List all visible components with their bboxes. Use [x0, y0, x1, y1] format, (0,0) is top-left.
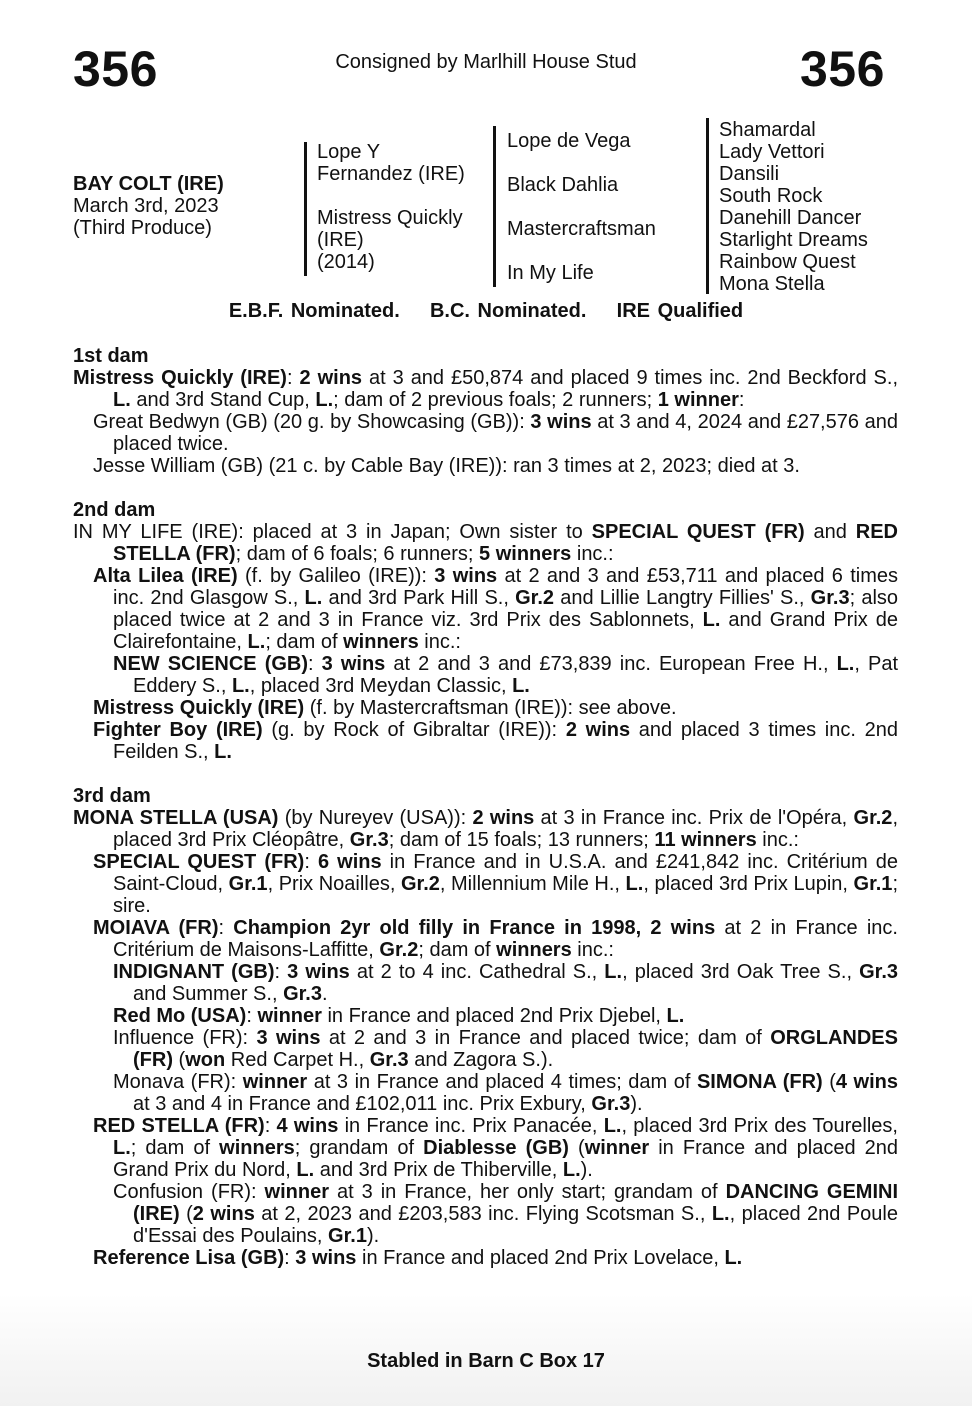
consignor: Consigned by Marlhill House Stud	[335, 51, 637, 73]
produce-indignant: INDIGNANT (GB): 3 wins at 2 to 4 inc. Cathedral S., L., placed 3rd Oak Tree S., Gr.3 and Summer S., Gr.3.	[113, 961, 898, 1005]
produce-confusion: Confusion (FR): winner at 3 in France, her only start; grandam of DANCING GEMINI (IRE) (2 wins at 2, 2023 and £203,583 inc. Flying Scotsman S., L., placed 2nd Poule d'Essai des Poulains, Gr.1).	[113, 1181, 898, 1247]
pedigree-sire-sire: Lope de Vega	[507, 130, 631, 152]
produce-monava: Monava (FR): winner at 3 in France and placed 4 times; dam of SIMONA (FR) (4 wins at 3 and 4 in France and £102,011 inc. Prix Exbury, Gr.3).	[113, 1071, 899, 1115]
horse-produce: (Third Produce)	[73, 217, 212, 239]
horse-name: BAY COLT (IRE)	[73, 173, 224, 195]
pedigree-dam: Mistress Quickly (IRE) (2014)	[317, 207, 463, 273]
horse-info	[73, 173, 224, 239]
ebf-nomination: E.B.F. Nominated.	[228, 300, 400, 322]
stabling-info: Stabled in Barn C Box 17	[367, 1350, 605, 1372]
first-dam-record: Mistress Quickly (IRE): 2 wins at 3 and £50,874 and placed 9 times inc. 2nd Beckford S., L. and 3rd Stand Cup, L.; dam of 2 previous foals; 2 runners; 1 winner:	[73, 367, 898, 411]
produce-new-science: NEW SCIENCE (GB): 3 wins at 2 and 3 and £73,839 inc. European Free H., L., Pat Eddery S., L., placed 3rd Meydan Classic, L.	[113, 653, 899, 697]
pedigree-divider-1	[304, 142, 307, 276]
second-dam-heading: 2nd dam	[73, 499, 156, 521]
first-dam-heading: 1st dam	[73, 345, 149, 367]
pedigree-divider-3	[706, 118, 709, 294]
pedigree-dam-dam: In My Life	[507, 262, 594, 284]
pedigree-great-grandparents: Shamardal Lady Vettori Dansili South Rock Danehill Dancer Starlight Dreams Rainbow Quest Mona Stella	[719, 119, 868, 295]
foal-great-bedwyn: Great Bedwyn (GB) (20 g. by Showcasing (GB)): 3 wins at 3 and 4, 2024 and £27,576 and placed twice.	[93, 411, 898, 455]
foal-jesse-william: Jesse William (GB) (21 c. by Cable Bay (IRE)): ran 3 times at 2, 2023; died at 3.	[93, 455, 800, 477]
pedigree-divider-2	[493, 126, 496, 287]
produce-record	[73, 345, 898, 1269]
lot-number-right: 356	[800, 41, 885, 97]
second-dam-record: IN MY LIFE (IRE): placed at 3 in Japan; Own sister to SPECIAL QUEST (FR) and RED STELLA (FR); dam of 6 foals; 6 runners; 5 winners inc.:	[73, 521, 898, 565]
produce-red-mo: Red Mo (USA): winner in France and placed 2nd Prix Djebel, L.	[113, 1005, 685, 1027]
pedigree-dam-sire: Mastercraftsman	[507, 218, 656, 240]
third-dam-heading: 3rd dam	[73, 785, 151, 807]
produce-fighter-boy: Fighter Boy (IRE) (g. by Rock of Gibraltar (IRE)): 2 wins and placed 3 times inc. 2nd Feilden S., L.	[93, 719, 898, 763]
pedigree-sire: Lope Y Fernandez (IRE)	[317, 141, 465, 185]
nominations	[0, 300, 972, 323]
produce-special-quest: SPECIAL QUEST (FR): 6 wins in France and in U.S.A. and £241,842 inc. Critérium de Saint-Cloud, Gr.1, Prix Noailles, Gr.2, Millennium Mile H., L., placed 3rd Prix Lupin, Gr.1; sire.	[93, 851, 898, 917]
pedigree-sire-dam: Black Dahlia	[507, 174, 619, 196]
produce-reference-lisa: Reference Lisa (GB): 3 wins in France and placed 2nd Prix Lovelace, L.	[93, 1247, 743, 1269]
produce-mistress-quickly: Mistress Quickly (IRE) (f. by Mastercraftsman (IRE)): see above.	[93, 697, 677, 719]
produce-red-stella: RED STELLA (FR): 4 wins in France inc. Prix Panacée, L., placed 3rd Prix des Tourelles, L.; dam of winners; grandam of Diablesse (GB) (winner in France and placed 2nd Grand Prix du Nord, L. and 3rd Prix de Thiberville, L.).	[93, 1115, 899, 1181]
bc-nomination: B.C. Nominated.	[429, 300, 587, 322]
horse-foaled: March 3rd, 2023	[73, 195, 219, 217]
produce-alta-lilea: Alta Lilea (IRE) (f. by Galileo (IRE)): 3 wins at 2 and 3 and £53,711 and placed 6 times inc. 2nd Glasgow S., L. and 3rd Park Hill S., Gr.2 and Lillie Langtry Fillies' S., Gr.3; also placed twice at 2 and 3 in France viz. 3rd Prix des Sablonnets, L. and Grand Prix de Clairefontaine, L.; dam of winners inc.:	[93, 565, 899, 653]
produce-influence: Influence (FR): 3 wins at 2 and 3 in France and placed twice; dam of ORGLANDES (FR) (won Red Carpet H., Gr.3 and Zagora S.).	[113, 1027, 898, 1071]
produce-moiava: MOIAVA (FR): Champion 2yr old filly in France in 1998, 2 wins at 2 in France inc. Critérium de Maisons-Laffitte, Gr.2; dam of winners inc.:	[93, 917, 898, 961]
lot-number-left: 356	[73, 41, 158, 97]
ire-qualified: IRE Qualified	[616, 300, 744, 322]
third-dam-record: MONA STELLA (USA) (by Nureyev (USA)): 2 wins at 3 in France inc. Prix de l'Opéra, Gr.2, placed 3rd Prix Cléopâtre, Gr.3; dam of 15 foals; 13 runners; 11 winners inc.:	[73, 807, 898, 851]
